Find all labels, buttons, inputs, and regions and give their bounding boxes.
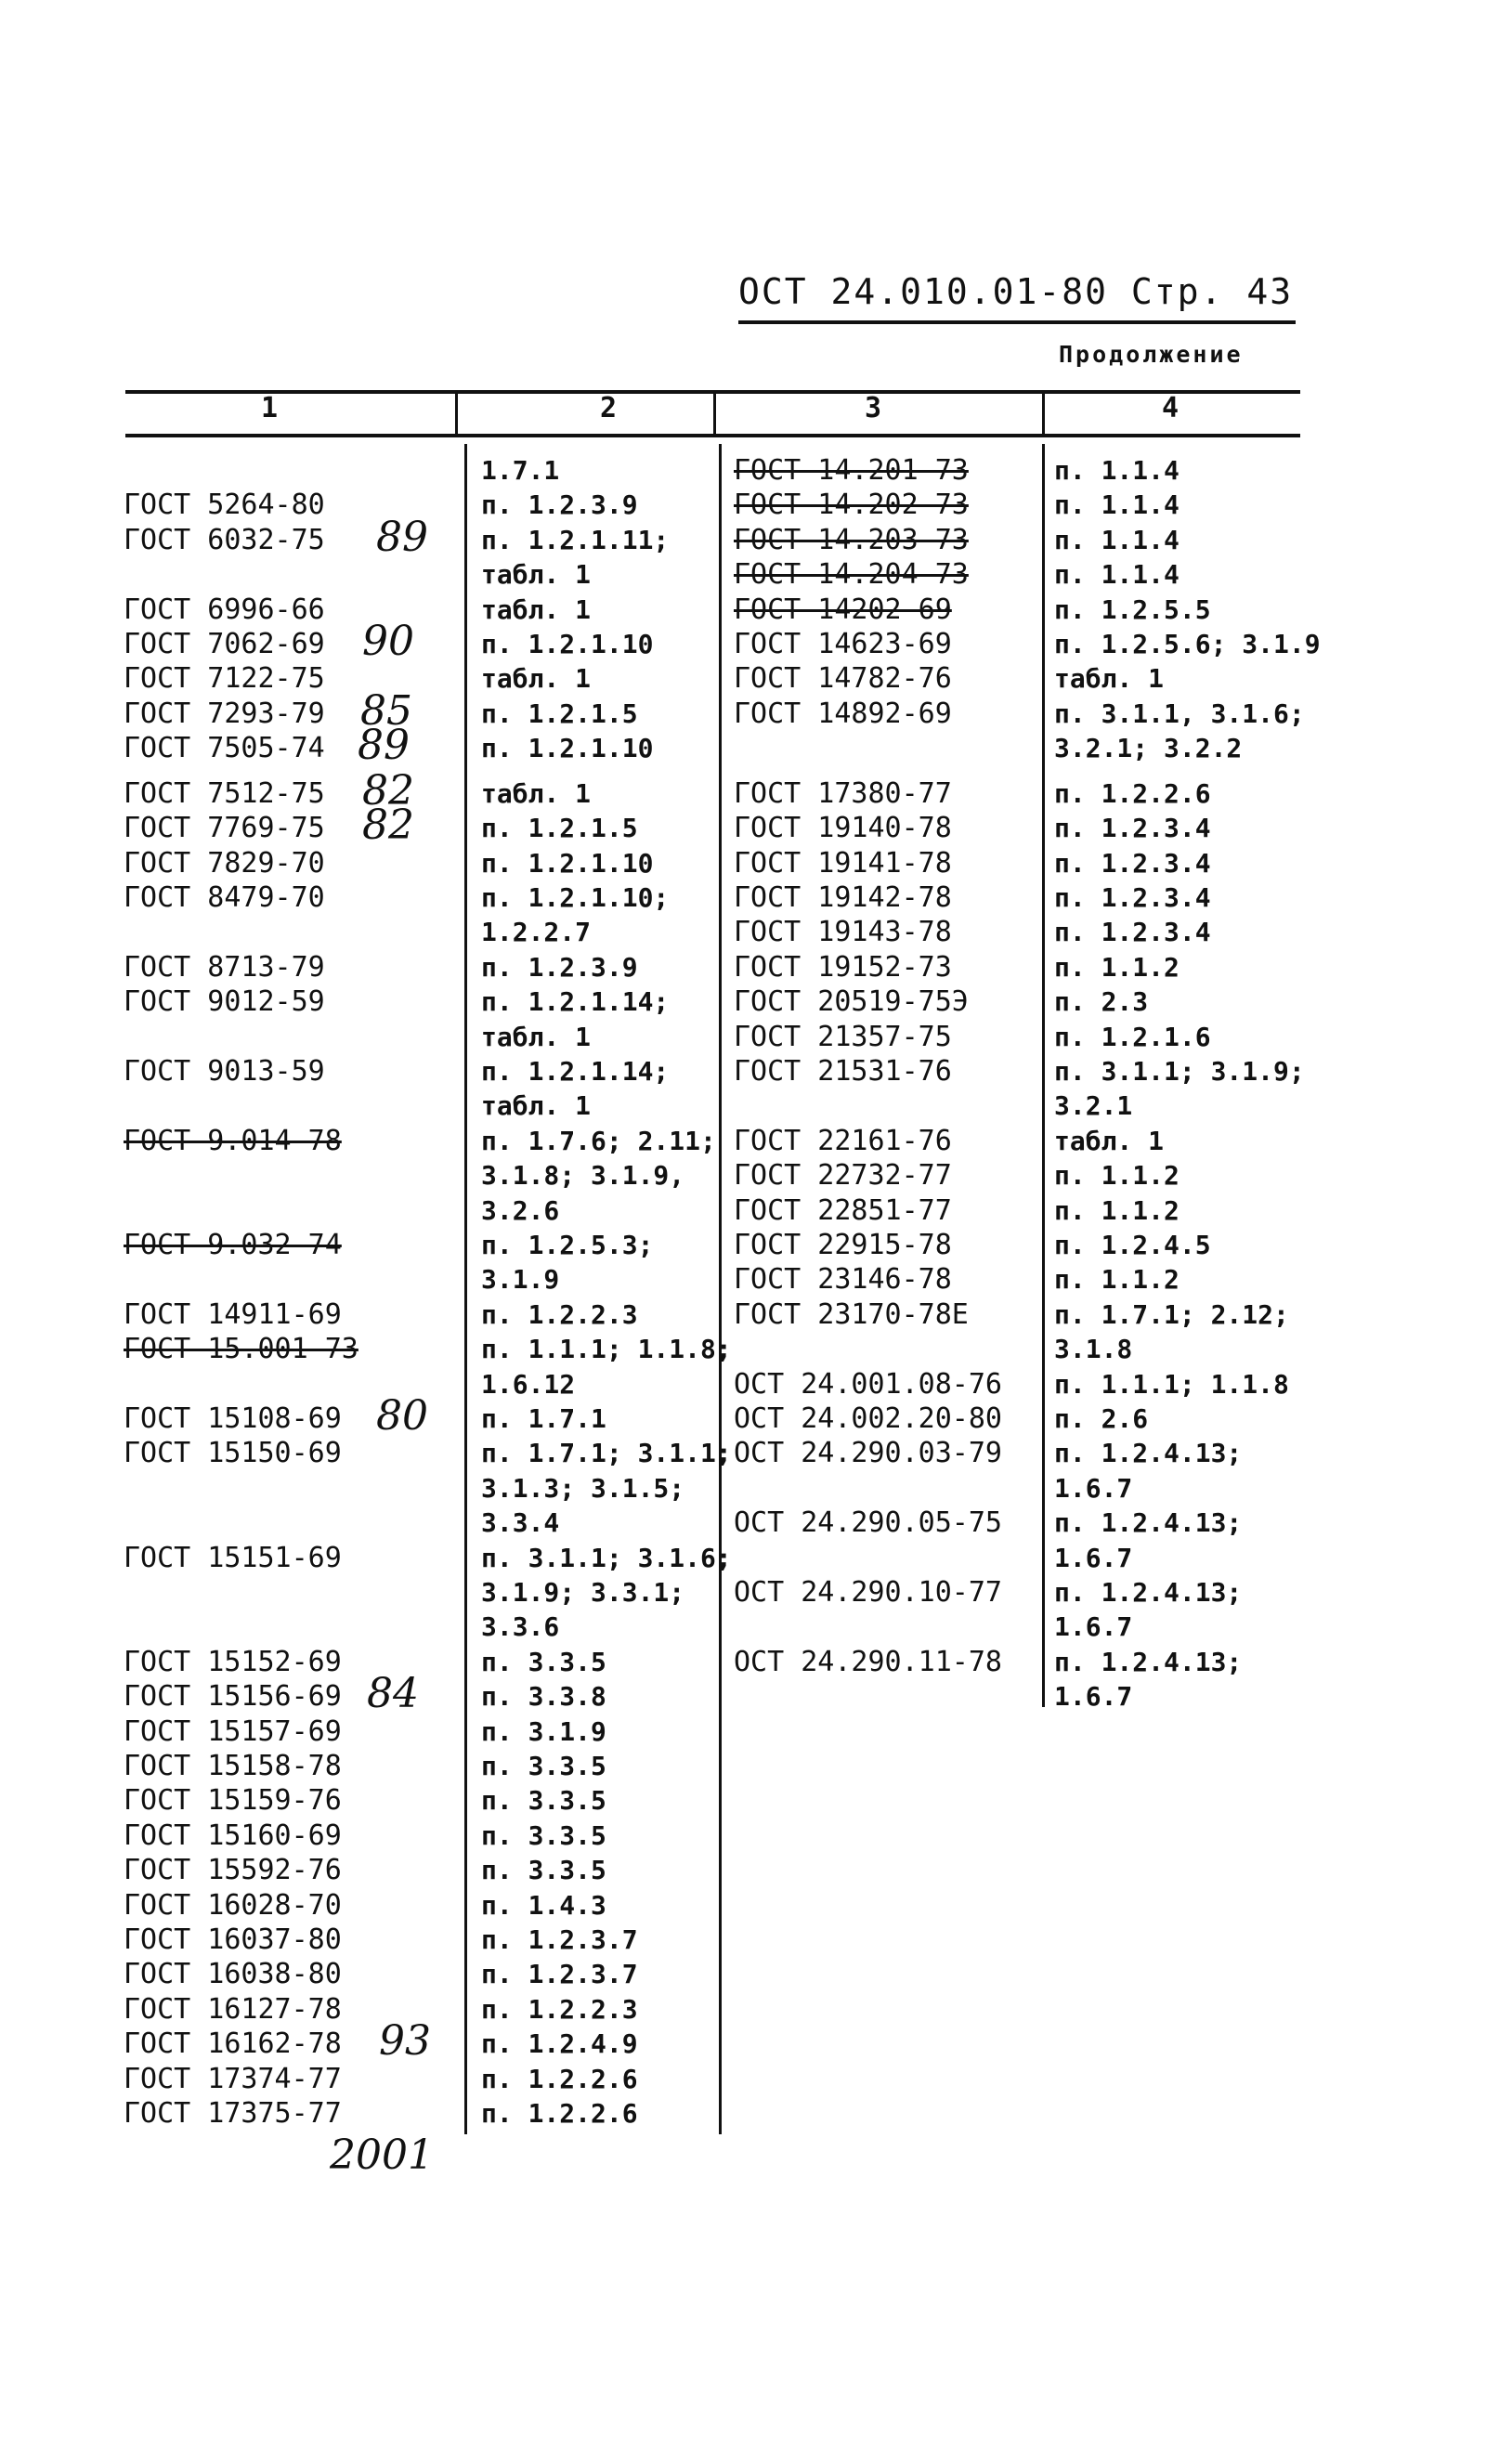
table-cell-col3: ОСТ 24.290.03-79 — [734, 1437, 1002, 1469]
table-cell-col2: п. 3.3.5 — [481, 1785, 606, 1816]
table-cell-col1: ГОСТ 7122-75 — [124, 662, 325, 695]
table-cell-col4: п. 1.1.4 — [1054, 489, 1180, 520]
table-cell-col2: 3.3.6 — [481, 1611, 560, 1642]
column-divider-3 — [1042, 390, 1045, 437]
page-header: ОСТ 24.010.01-80 Стр. 43 — [738, 271, 1294, 312]
column-number-4: 4 — [1161, 392, 1180, 424]
table-cell-col2: п. 1.2.1.10; — [481, 882, 670, 913]
table-cell-col3: ОСТ 24.002.20-80 — [734, 1402, 1002, 1435]
table-cell-col3: ГОСТ 14782-76 — [734, 662, 952, 695]
table-cell-col2: п. 1.7.1; 3.1.1; — [481, 1438, 732, 1468]
table-cell-col1: ГОСТ 16037-80 — [124, 1923, 342, 1956]
table-cell-col2: 3.3.4 — [481, 1507, 560, 1538]
table-cell-col1: ГОСТ 7512-75 — [124, 777, 325, 810]
table-cell-col3: ОСТ 24.001.08-76 — [734, 1368, 1002, 1401]
table-cell-col4: 3.2.1; 3.2.2 — [1054, 733, 1243, 763]
column-number-2: 2 — [599, 392, 618, 424]
table-cell-col3: ОСТ 24.290.05-75 — [734, 1506, 1002, 1539]
table-cell-col2: п. 3.3.5 — [481, 1751, 606, 1781]
table-cell-col1: ГОСТ 7829-70 — [124, 847, 325, 880]
table-cell-col3: ГОСТ 21357-75 — [734, 1021, 952, 1053]
table-cell-col1: ГОСТ 16038-80 — [124, 1958, 342, 1990]
table-cell-col4: п. 1.2.4.13; — [1054, 1438, 1243, 1468]
column-divider-1 — [455, 390, 458, 437]
column-divider-3-body — [1042, 444, 1045, 1707]
table-cell-col4: п. 2.3 — [1054, 986, 1149, 1017]
table-cell-col4: п. 1.1.2 — [1054, 1264, 1180, 1295]
table-cell-col1: ГОСТ 15156-69 — [124, 1680, 342, 1713]
table-cell-col2: п. 3.3.5 — [481, 1647, 606, 1677]
table-cell-col3: ОСТ 24.290.10-77 — [734, 1576, 1002, 1609]
table-cell-col1: ГОСТ 15151-69 — [124, 1542, 342, 1574]
table-cell-col3: ГОСТ 22732-77 — [734, 1159, 952, 1192]
table-cell-col1: ГОСТ 8479-70 — [124, 881, 325, 914]
table-cell-col3: ГОСТ 19143-78 — [734, 916, 952, 948]
table-cell-col4: п. 1.2.3.4 — [1054, 917, 1211, 947]
table-cell-col2: п. 1.7.1 — [481, 1403, 606, 1434]
table-cell-col2: п. 1.2.4.9 — [481, 2028, 638, 2059]
table-cell-col3: ГОСТ 14.204-73 — [734, 558, 969, 591]
column-number-1: 1 — [260, 392, 279, 424]
table-cell-col4: п. 1.1.4 — [1054, 455, 1180, 486]
table-cell-col2: п. 1.7.6; 2.11; — [481, 1126, 716, 1156]
table-cell-col2: п. 1.2.1.11; — [481, 525, 670, 555]
table-cell-col3: ГОСТ 22161-76 — [734, 1125, 952, 1157]
table-cell-col1: ГОСТ 7293-79 — [124, 697, 325, 730]
table-cell-col3: ГОСТ 21531-76 — [734, 1055, 952, 1088]
table-cell-col3: ОСТ 24.290.11-78 — [734, 1646, 1002, 1678]
table-cell-col3: ГОСТ 14892-69 — [734, 697, 952, 730]
table-cell-col1: ГОСТ 15159-76 — [124, 1784, 342, 1817]
table-cell-col1: ГОСТ 9.014-78 — [124, 1125, 342, 1157]
table-cell-col2: п. 3.3.5 — [481, 1855, 606, 1885]
table-cell-col1: ГОСТ 16127-78 — [124, 1993, 342, 2026]
table-cell-col4: табл. 1 — [1054, 663, 1165, 694]
table-cell-col1: ГОСТ 16162-78 — [124, 2027, 342, 2060]
table-cell-col2: п. 1.2.2.3 — [481, 1994, 638, 2025]
handwritten-note: 84 — [367, 1670, 419, 1717]
table-cell-col1: ГОСТ 15592-76 — [124, 1854, 342, 1886]
table-cell-col2: п. 1.2.1.10 — [481, 733, 654, 763]
column-divider-1-body — [464, 444, 467, 2134]
handwritten-note: 82 — [362, 802, 414, 849]
table-cell-col1: ГОСТ 14911-69 — [124, 1298, 342, 1331]
table-cell-col2: 3.1.9 — [481, 1264, 560, 1295]
handwritten-note: 80 — [376, 1392, 428, 1440]
table-cell-col2: п. 1.2.3.7 — [481, 1924, 638, 1955]
table-cell-col2: 1.7.1 — [481, 455, 560, 486]
table-cell-col1: ГОСТ 9012-59 — [124, 985, 325, 1018]
table-cell-col2: табл. 1 — [481, 778, 592, 809]
handwritten-note: 93 — [379, 2017, 431, 2065]
table-cell-col4: п. 3.1.1, 3.1.6; — [1054, 698, 1305, 729]
column-divider-2 — [713, 390, 716, 437]
table-cell-col3: ГОСТ 14202-69 — [734, 593, 952, 626]
table-cell-col2: табл. 1 — [481, 663, 592, 694]
table-cell-col1: ГОСТ 9013-59 — [124, 1055, 325, 1088]
table-cell-col4: п. 1.2.5.6; 3.1.9 — [1054, 629, 1321, 659]
table-cell-col1: ГОСТ 17375-77 — [124, 2097, 342, 2130]
table-cell-col4: п. 1.1.4 — [1054, 525, 1180, 555]
table-cell-col4: п. 1.2.4.13; — [1054, 1507, 1243, 1538]
table-cell-col4: п. 1.2.3.4 — [1054, 813, 1211, 843]
table-cell-col2: 3.1.8; 3.1.9, — [481, 1160, 685, 1191]
table-cell-col4: 1.6.7 — [1054, 1543, 1133, 1573]
table-cell-col1: ГОСТ 15150-69 — [124, 1437, 342, 1469]
table-cell-col3: ГОСТ 19142-78 — [734, 881, 952, 914]
table-cell-col2: п. 1.2.1.10 — [481, 629, 654, 659]
table-cell-col3: ГОСТ 20519-75Э — [734, 985, 969, 1018]
table-cell-col4: п. 1.2.4.13; — [1054, 1647, 1243, 1677]
table-cell-col4: п. 1.2.2.6 — [1054, 778, 1211, 809]
table-cell-col3: ГОСТ 14623-69 — [734, 628, 952, 660]
table-cell-col2: п. 1.2.5.3; — [481, 1230, 654, 1260]
handwritten-note: 2001 — [330, 2132, 434, 2179]
table-cell-col2: п. 1.4.3 — [481, 1890, 606, 1921]
table-cell-col4: 1.6.7 — [1054, 1681, 1133, 1712]
table-cell-col3: ГОСТ 14.202-73 — [734, 489, 969, 521]
table-cell-col2: п. 1.2.3.7 — [481, 1959, 638, 1989]
table-cell-col1: ГОСТ 15158-78 — [124, 1750, 342, 1782]
table-cell-col4: 1.6.7 — [1054, 1611, 1133, 1642]
table-cell-col4: п. 1.1.4 — [1054, 559, 1180, 590]
table-cell-col2: п. 1.2.2.6 — [481, 2098, 638, 2129]
table-cell-col4: 3.1.8 — [1054, 1334, 1133, 1364]
handwritten-note: 90 — [362, 618, 414, 665]
table-cell-col4: 3.2.1 — [1054, 1090, 1133, 1121]
table-cell-col2: п. 1.2.1.10 — [481, 848, 654, 879]
table-cell-col2: п. 1.2.2.3 — [481, 1299, 638, 1330]
table-cell-col2: п. 3.1.9 — [481, 1716, 606, 1747]
table-cell-col4: п. 1.2.5.5 — [1054, 594, 1211, 625]
table-cell-col4: п. 1.1.2 — [1054, 952, 1180, 983]
table-cell-col1: ГОСТ 16028-70 — [124, 1889, 342, 1922]
table-cell-col4: п. 3.1.1; 3.1.9; — [1054, 1056, 1305, 1087]
handwritten-note: 82 — [362, 767, 414, 815]
table-cell-col2: п. 1.2.1.14; — [481, 1056, 670, 1087]
table-cell-col3: ГОСТ 19140-78 — [734, 812, 952, 844]
table-cell-col4: п. 2.6 — [1054, 1403, 1149, 1434]
table-cell-col4: п. 1.7.1; 2.12; — [1054, 1299, 1289, 1330]
table-cell-col4: п. 1.2.4.5 — [1054, 1230, 1211, 1260]
table-cell-col1: ГОСТ 15157-69 — [124, 1715, 342, 1748]
table-cell-col4: п. 1.2.1.6 — [1054, 1022, 1211, 1052]
table-cell-col1: ГОСТ 15.001-73 — [124, 1333, 358, 1365]
continuation-label: Продолжение — [1059, 341, 1244, 368]
table-cell-col2: п. 1.2.3.9 — [481, 952, 638, 983]
table-cell-col4: табл. 1 — [1054, 1126, 1165, 1156]
table-cell-col3: ГОСТ 14.201-73 — [734, 454, 969, 487]
header-rule — [738, 320, 1296, 324]
table-cell-col2: п. 1.2.1.5 — [481, 698, 638, 729]
column-divider-2-body — [719, 444, 722, 2134]
table-cell-col3: ГОСТ 19152-73 — [734, 951, 952, 984]
table-cell-col2: п. 3.3.5 — [481, 1820, 606, 1851]
table-cell-col1: ГОСТ 17374-77 — [124, 2063, 342, 2095]
handwritten-note: 85 — [360, 687, 412, 735]
table-cell-col4: п. 1.1.2 — [1054, 1195, 1180, 1226]
table-cell-col2: 1.2.2.7 — [481, 917, 592, 947]
table-cell-col2: табл. 1 — [481, 1090, 592, 1121]
table-cell-col4: п. 1.2.4.13; — [1054, 1577, 1243, 1608]
table-cell-col1: ГОСТ 8713-79 — [124, 951, 325, 984]
table-cell-col1: ГОСТ 5264-80 — [124, 489, 325, 521]
table-cell-col1: ГОСТ 15152-69 — [124, 1646, 342, 1678]
table-cell-col2: п. 1.1.1; 1.1.8; — [481, 1334, 732, 1364]
table-cell-col2: 3.2.6 — [481, 1195, 560, 1226]
table-cell-col3: ГОСТ 22915-78 — [734, 1229, 952, 1261]
table-cell-col1: ГОСТ 15160-69 — [124, 1819, 342, 1852]
table-cell-col2: п. 3.3.8 — [481, 1681, 606, 1712]
table-cell-col1: ГОСТ 6032-75 — [124, 524, 325, 556]
table-cell-col4: п. 1.1.2 — [1054, 1160, 1180, 1191]
table-cell-col3: ГОСТ 19141-78 — [734, 847, 952, 880]
handwritten-note: 89 — [376, 514, 428, 561]
table-cell-col2: 1.6.12 — [481, 1369, 576, 1400]
table-cell-col4: 1.6.7 — [1054, 1473, 1133, 1504]
table-cell-col1: ГОСТ 15108-69 — [124, 1402, 342, 1435]
table-cell-col2: п. 3.1.1; 3.1.6; — [481, 1543, 732, 1573]
table-cell-col2: 3.1.3; 3.1.5; — [481, 1473, 685, 1504]
table-cell-col1: ГОСТ 7062-69 — [124, 628, 325, 660]
table-cell-col3: ГОСТ 14.203-73 — [734, 524, 969, 556]
column-number-3: 3 — [864, 392, 882, 424]
table-cell-col2: табл. 1 — [481, 594, 592, 625]
handwritten-note: 89 — [358, 722, 410, 769]
table-cell-col3: ГОСТ 22851-77 — [734, 1194, 952, 1227]
table-cell-col4: п. 1.2.3.4 — [1054, 848, 1211, 879]
table-cell-col3: ГОСТ 23146-78 — [734, 1263, 952, 1296]
table-cell-col2: п. 1.2.3.9 — [481, 489, 638, 520]
table-cell-col4: п. 1.1.1; 1.1.8 — [1054, 1369, 1289, 1400]
table-cell-col1: ГОСТ 7769-75 — [124, 812, 325, 844]
table-cell-col2: табл. 1 — [481, 1022, 592, 1052]
table-cell-col3: ГОСТ 17380-77 — [734, 777, 952, 810]
table-cell-col1: ГОСТ 7505-74 — [124, 732, 325, 764]
table-cell-col2: 3.1.9; 3.3.1; — [481, 1577, 685, 1608]
table-cell-col1: ГОСТ 9.032-74 — [124, 1229, 342, 1261]
table-cell-col2: п. 1.2.1.14; — [481, 986, 670, 1017]
table-cell-col4: п. 1.2.3.4 — [1054, 882, 1211, 913]
table-cell-col2: п. 1.2.2.6 — [481, 2064, 638, 2094]
table-cell-col3: ГОСТ 23170-78Е — [734, 1298, 969, 1331]
table-cell-col2: п. 1.2.1.5 — [481, 813, 638, 843]
table-cell-col1: ГОСТ 6996-66 — [124, 593, 325, 626]
table-cell-col2: табл. 1 — [481, 559, 592, 590]
